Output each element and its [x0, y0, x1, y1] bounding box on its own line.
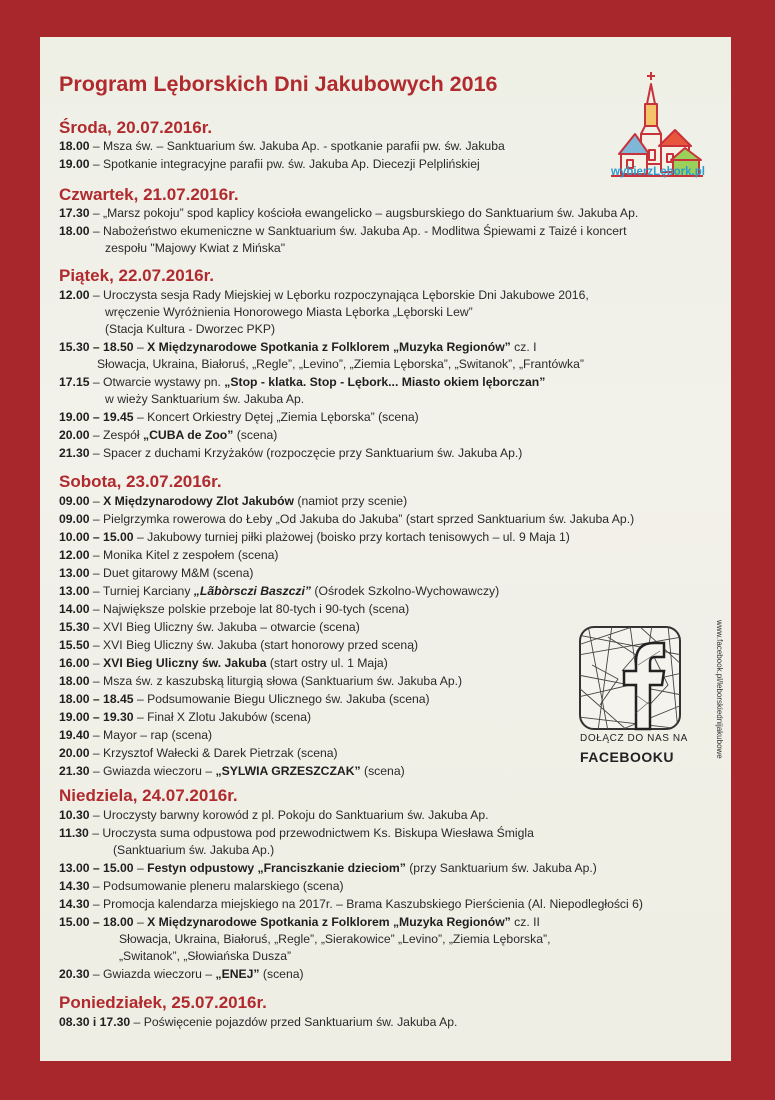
day-heading-niedziela: Niedziela, 24.07.2016r.: [59, 786, 238, 805]
day-heading-piatek: Piątek, 22.07.2016r.: [59, 266, 215, 285]
event-line: 20.00 – Zespół „CUBA de Zoo” (scena): [59, 428, 278, 442]
event-line: 17.30 – „Marsz pokoju” spod kaplicy kościoła ewangelicko – augsburskiego do Sanktuarium św. Jakuba Ap.: [59, 206, 639, 220]
event-line: 13.00 – Turniej Karciany „Lãbòrsczi Baszczi” (Ośrodek Szkolno-Wychowawczy): [59, 584, 500, 598]
event-line: 21.30 – Gwiazda wieczoru – „SYLWIA GRZESZCZAK” (scena): [59, 764, 405, 778]
event-line: 14.30 – Podsumowanie pleneru malarskiego (scena): [59, 879, 344, 893]
event-line: 17.15 – Otwarcie wystawy pn. „Stop - klatka. Stop - Lębork... Miasto okiem lęborczan”: [59, 375, 546, 389]
event-line: 19.00 – Spotkanie integracyjne parafii pw. św. Jakuba Ap. Diecezji Pelplińskiej: [59, 157, 480, 171]
event-line-continued: „Switanok”, „Słowiańska Dusza”: [119, 949, 292, 963]
event-line: 19.40 – Mayor – rap (scena): [59, 728, 213, 742]
event-line: 09.00 – X Międzynarodowy Zlot Jakubów (namiot przy scenie): [59, 494, 408, 508]
event-line: 12.00 – Uroczysta sesja Rady Miejskiej w Lęborku rozpoczynająca Lęborskie Dni Jakubowe 2016,: [59, 288, 589, 302]
facebook-cta-line1: DOŁĄCZ DO NAS NA: [580, 733, 688, 744]
event-line: 18.00 – 18.45 – Podsumowanie Biegu Ulicznego św. Jakuba (scena): [59, 692, 430, 706]
event-line: 13.00 – 15.00 – Festyn odpustowy „Franciszkanie dzieciom” (przy Sanktuarium św. Jakuba Ap.): [59, 861, 597, 875]
event-line: 19.00 – 19.45 – Koncert Orkiestry Dętej „Ziemia Lęborska” (scena): [59, 410, 419, 424]
event-line: 19.00 – 19.30 – Finał X Zlotu Jakubów (scena): [59, 710, 312, 724]
logo-wordmark: wybierzLębork.pl: [611, 166, 705, 178]
event-line: 18.00 – Msza św. – Sanktuarium św. Jakuba Ap. - spotkanie parafii pw. św. Jakuba: [59, 139, 505, 153]
event-line: 20.00 – Krzysztof Wałecki & Darek Pietrzak (scena): [59, 746, 338, 760]
event-line: 16.00 – XVI Bieg Uliczny św. Jakuba (start ostry ul. 1 Maja): [59, 656, 388, 670]
event-line: 15.30 – 18.50 – X Międzynarodowe Spotkania z Folklorem „Muzyka Regionów” cz. I: [59, 340, 537, 354]
event-line-continued: Słowacja, Ukraina, Białoruś, „Regle”, „Sierakowice” „Levino”, „Ziemia Lęborska”,: [119, 932, 551, 946]
event-line: 18.00 – Nabożeństwo ekumeniczne w Sanktuarium św. Jakuba Ap. - Modlitwa Śpiewami z Taizé i koncert: [59, 224, 627, 238]
day-heading-poniedzialek: Poniedziałek, 25.07.2016r.: [59, 993, 267, 1012]
event-line: 18.00 – Msza św. z kaszubską liturgią słowa (Sanktuarium św. Jakuba Ap.): [59, 674, 463, 688]
day-heading-sobota: Sobota, 23.07.2016r.: [59, 472, 222, 491]
facebook-cta-line2[interactable]: FACEBOOKU: [580, 749, 674, 765]
event-line: 13.00 – Duet gitarowy M&M (scena): [59, 566, 254, 580]
event-line: 11.30 – Uroczysta suma odpustowa pod przewodnictwem Ks. Biskupa Wiesława Śmigla: [59, 826, 534, 840]
facebook-url[interactable]: www.facebook.pl/leborskiednijakubowe: [715, 620, 724, 759]
day-heading-sroda: Środa, 20.07.2016r.: [59, 118, 213, 137]
event-line: 10.30 – Uroczysty barwny korowód z pl. Pokoju do Sanktuarium św. Jakuba Ap.: [59, 808, 489, 822]
event-line: 09.00 – Pielgrzymka rowerowa do Łeby „Od Jakuba do Jakuba” (start sprzed Sanktuarium św. Jakuba Ap.): [59, 512, 635, 526]
event-line: 15.00 – 18.00 – X Międzynarodowe Spotkania z Folklorem „Muzyka Regionów” cz. II: [59, 915, 540, 929]
page-title: Program Lęborskich Dni Jakubowych 2016: [59, 72, 498, 96]
event-line-continued: zespołu "Majowy Kwiat z Mińska": [105, 241, 286, 255]
event-line-continued: wręczenie Wyróżnienia Honorowego Miasta Lęborka „Lęborski Lew”: [105, 305, 473, 319]
event-line: 15.30 – XVI Bieg Uliczny św. Jakuba – otwarcie (scena): [59, 620, 360, 634]
event-line: 21.30 – Spacer z duchami Krzyżaków (rozpoczęcie przy Sanktuarium św. Jakuba Ap.): [59, 446, 523, 460]
event-line: 20.30 – Gwiazda wieczoru – „ENEJ” (scena): [59, 967, 304, 981]
event-line: 14.30 – Promocja kalendarza miejskiego na 2017r. – Brama Kaszubskiego Pierścienia (Al. Niepodległości 6): [59, 897, 643, 911]
event-line-continued: (Sanktuarium św. Jakuba Ap.): [113, 843, 275, 857]
event-line-continued: Słowacja, Ukraina, Białoruś, „Regle”, „Levino”, „Ziemia Lęborska”, „Switanok”, „Frantówka”: [97, 357, 584, 371]
event-line: 14.00 – Największe polskie przeboje lat 80-tych i 90-tych (scena): [59, 602, 410, 616]
event-line-continued: (Stacja Kultura - Dworzec PKP): [105, 322, 276, 336]
event-line: 08.30 i 17.30 – Poświęcenie pojazdów przed Sanktuarium św. Jakuba Ap.: [59, 1015, 458, 1029]
event-line-continued: w wieży Sanktuarium św. Jakuba Ap.: [105, 392, 305, 406]
event-line: 10.00 – 15.00 – Jakubowy turniej piłki plażowej (boisko przy kortach tenisowych – ul. 9 Maja 1): [59, 530, 570, 544]
day-heading-czwartek: Czwartek, 21.07.2016r.: [59, 185, 239, 204]
event-line: 15.50 – XVI Bieg Uliczny św. Jakuba (start honorowy przed sceną): [59, 638, 419, 652]
event-line: 12.00 – Monika Kitel z zespołem (scena): [59, 548, 279, 562]
facebook-f-icon[interactable]: [578, 625, 682, 731]
